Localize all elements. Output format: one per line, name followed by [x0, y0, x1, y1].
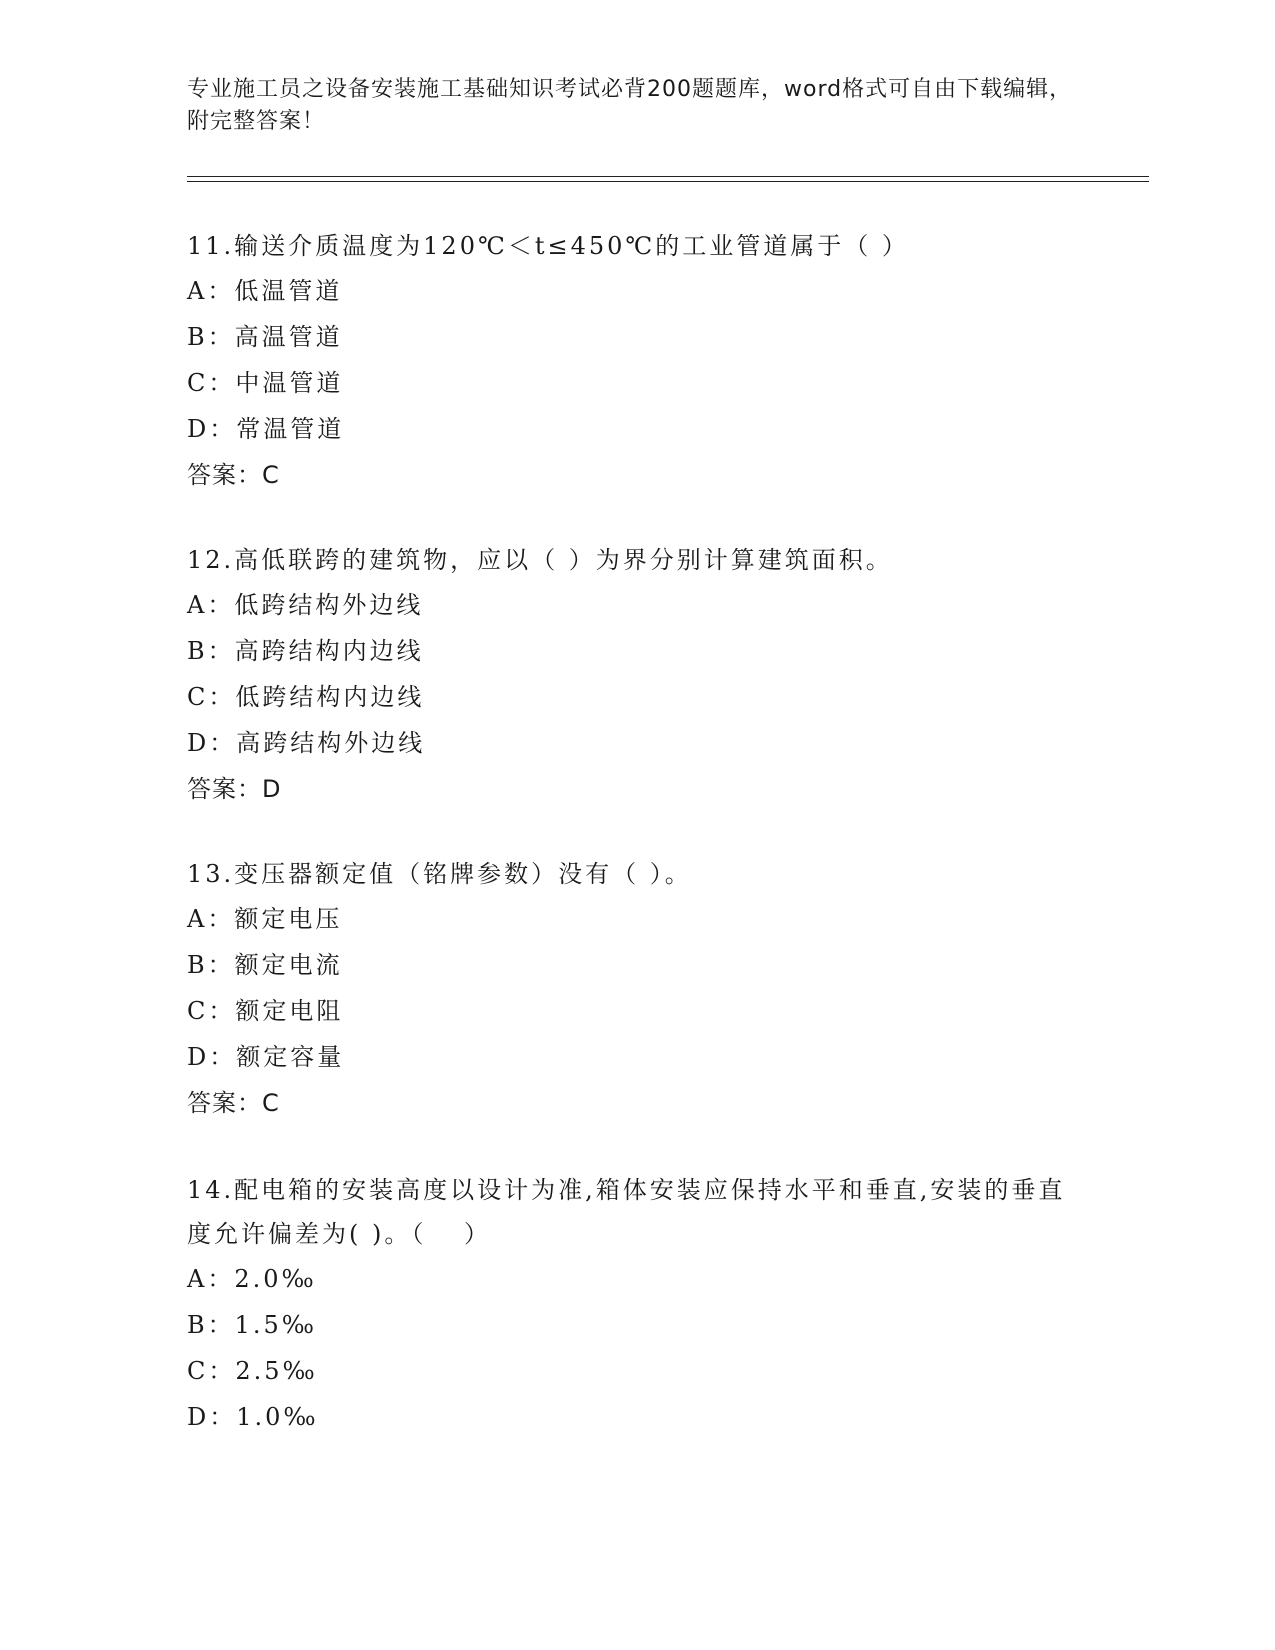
answer-line: 答案：D: [187, 775, 282, 803]
option-b: B：高跨结构内边线: [187, 637, 424, 665]
option-a: A：2.0‰: [187, 1265, 317, 1293]
question-12: [187, 538, 1087, 812]
answer-line: 答案：C: [187, 1089, 280, 1117]
option-a: A：额定电压: [187, 905, 343, 933]
option-a: A：低跨结构外边线: [187, 591, 424, 619]
option-d: D：额定容量: [187, 1043, 345, 1071]
question-stem: 14.配电箱的安装高度以设计为准,箱体安装应保持水平和垂直,安装的垂直度允许偏差为( )。（ ）: [187, 1176, 1066, 1248]
option-d: D：常温管道: [187, 415, 345, 443]
option-a: A：低温管道: [187, 277, 343, 305]
question-14: [187, 1168, 1087, 1440]
option-c: C：额定电阻: [187, 997, 344, 1025]
option-c: C：2.5‰: [187, 1357, 318, 1385]
header-divider-bottom: [187, 181, 1149, 182]
option-c: C：低跨结构内边线: [187, 683, 425, 711]
question-stem: 12.高低联跨的建筑物，应以（ ）为界分别计算建筑面积。: [187, 546, 893, 574]
question-stem: 11.输送介质温度为120℃＜t≤450℃的工业管道属于（ ）: [187, 232, 909, 260]
question-11: [187, 224, 1087, 498]
option-d: D：高跨结构外边线: [187, 729, 426, 757]
question-stem: 13.变压器额定值（铭牌参数）没有（ ）。: [187, 860, 692, 888]
question-13: [187, 852, 1087, 1126]
option-d: D：1.0‰: [187, 1403, 319, 1431]
header-divider-top: [187, 176, 1149, 177]
option-b: B：额定电流: [187, 951, 343, 979]
option-b: B：1.5‰: [187, 1311, 318, 1339]
option-c: C：中温管道: [187, 369, 344, 397]
document-header: 专业施工员之设备安装施工基础知识考试必背200题题库，word格式可自由下载编辑，附完整答案！: [187, 77, 1073, 134]
option-b: B：高温管道: [187, 323, 343, 351]
answer-line: 答案：C: [187, 461, 280, 489]
